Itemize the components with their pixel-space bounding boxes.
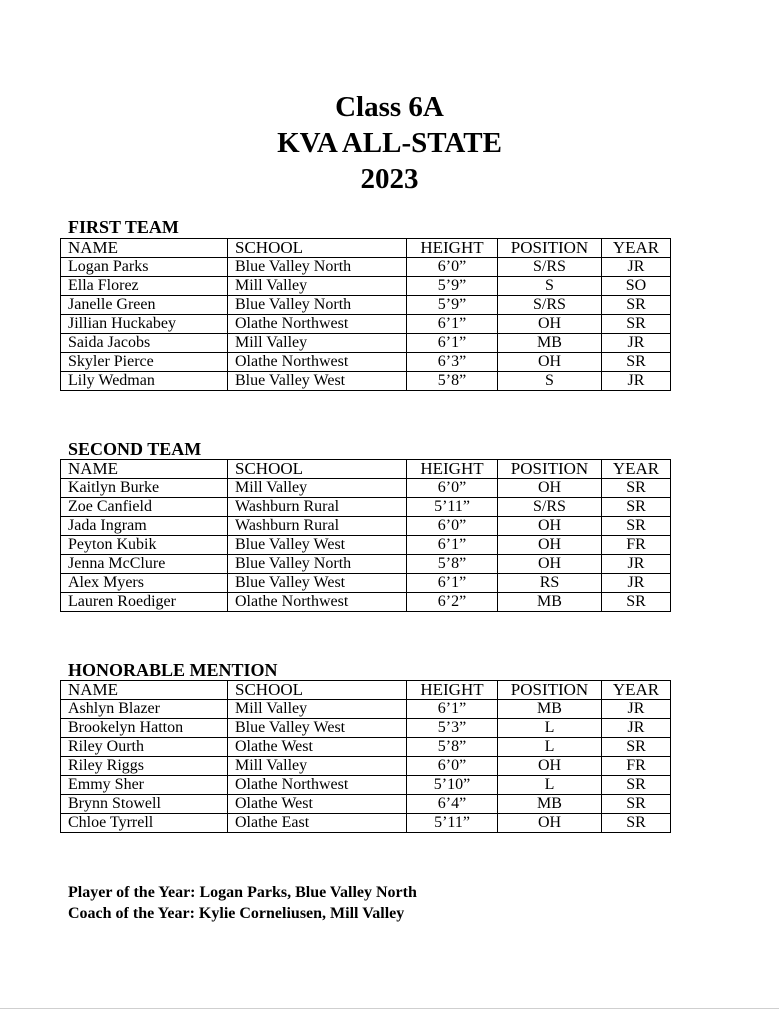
table-row (61, 700, 671, 719)
player-school: Washburn Rural (228, 517, 407, 536)
column-header-year: YEAR (602, 681, 671, 700)
player-name: Zoe Canfield (61, 498, 228, 517)
column-header-position: POSITION (498, 681, 602, 700)
player-height: 6’1” (407, 574, 498, 593)
player-height: 5’9” (407, 296, 498, 315)
player-position: OH (498, 536, 602, 555)
player-year: SR (602, 498, 671, 517)
table-row (61, 757, 671, 776)
column-header-height: HEIGHT (407, 460, 498, 479)
second-team-heading: SECOND TEAM (68, 439, 202, 459)
player-school: Blue Valley West (228, 536, 407, 555)
player-year: SR (602, 814, 671, 833)
player-position: L (498, 738, 602, 757)
player-school: Mill Valley (228, 479, 407, 498)
player-position: RS (498, 574, 602, 593)
player-school: Olathe Northwest (228, 353, 407, 372)
player-name: Saida Jacobs (61, 334, 228, 353)
table-row (61, 593, 671, 612)
player-name: Ella Florez (61, 277, 228, 296)
table-row (61, 795, 671, 814)
player-height: 6’0” (407, 258, 498, 277)
player-position: S/RS (498, 258, 602, 277)
player-position: OH (498, 315, 602, 334)
player-name: Brookelyn Hatton (61, 719, 228, 738)
player-position: OH (498, 555, 602, 574)
player-year: JR (602, 700, 671, 719)
player-height: 5’8” (407, 738, 498, 757)
table-row (61, 372, 671, 391)
column-header-name: NAME (61, 239, 228, 258)
player-name: Jada Ingram (61, 517, 228, 536)
page-bottom-divider (0, 1008, 779, 1009)
player-school: Olathe West (228, 738, 407, 757)
table-row (61, 334, 671, 353)
player-year: FR (602, 757, 671, 776)
player-height: 6’1” (407, 334, 498, 353)
column-header-name: NAME (61, 460, 228, 479)
player-position: OH (498, 353, 602, 372)
player-position: MB (498, 700, 602, 719)
player-year: SR (602, 776, 671, 795)
player-school: Washburn Rural (228, 498, 407, 517)
player-school: Mill Valley (228, 700, 407, 719)
player-height: 6’2” (407, 593, 498, 612)
player-of-the-year: Player of the Year: Logan Parks, Blue Valley North (68, 884, 417, 901)
table-header-row (61, 239, 671, 258)
column-header-year: YEAR (602, 460, 671, 479)
player-year: SR (602, 738, 671, 757)
player-position: OH (498, 517, 602, 536)
column-header-year: YEAR (602, 239, 671, 258)
player-height: 6’0” (407, 479, 498, 498)
column-header-height: HEIGHT (407, 681, 498, 700)
table-row (61, 738, 671, 757)
player-year: SR (602, 593, 671, 612)
column-header-school: SCHOOL (228, 681, 407, 700)
table-row (61, 498, 671, 517)
player-height: 6’3” (407, 353, 498, 372)
player-name: Lauren Roediger (61, 593, 228, 612)
player-school: Mill Valley (228, 277, 407, 296)
column-header-school: SCHOOL (228, 460, 407, 479)
table-header-row (61, 681, 671, 700)
player-year: FR (602, 536, 671, 555)
player-height: 6’0” (407, 757, 498, 776)
player-position: OH (498, 479, 602, 498)
player-school: Blue Valley North (228, 258, 407, 277)
table-row (61, 776, 671, 795)
player-height: 5’10” (407, 776, 498, 795)
player-name: Chloe Tyrrell (61, 814, 228, 833)
player-year: JR (602, 258, 671, 277)
coach-of-the-year: Coach of the Year: Kylie Corneliusen, Mill Valley (68, 905, 405, 922)
player-position: MB (498, 334, 602, 353)
player-year: JR (602, 719, 671, 738)
player-height: 5’9” (407, 277, 498, 296)
player-school: Blue Valley West (228, 372, 407, 391)
player-name: Alex Myers (61, 574, 228, 593)
table-row (61, 353, 671, 372)
player-position: MB (498, 593, 602, 612)
player-position: MB (498, 795, 602, 814)
table-row (61, 574, 671, 593)
player-school: Olathe Northwest (228, 593, 407, 612)
document-title-award: KVA ALL-STATE (277, 127, 502, 159)
player-height: 6’1” (407, 700, 498, 719)
table-row (61, 814, 671, 833)
player-year: SR (602, 315, 671, 334)
player-position: OH (498, 757, 602, 776)
player-position: S (498, 277, 602, 296)
table-row (61, 296, 671, 315)
document-title-class: Class 6A (335, 91, 444, 123)
player-year: SR (602, 795, 671, 814)
honorable-mention-heading: HONORABLE MENTION (68, 660, 278, 680)
table-row (61, 277, 671, 296)
player-height: 5’11” (407, 498, 498, 517)
table-row (61, 555, 671, 574)
table-row (61, 315, 671, 334)
player-name: Jillian Huckabey (61, 315, 228, 334)
player-name: Kaitlyn Burke (61, 479, 228, 498)
player-school: Blue Valley West (228, 719, 407, 738)
player-school: Mill Valley (228, 334, 407, 353)
column-header-position: POSITION (498, 239, 602, 258)
player-name: Riley Ourth (61, 738, 228, 757)
first-team-table (60, 238, 671, 391)
table-row (61, 517, 671, 536)
player-position: S/RS (498, 498, 602, 517)
player-school: Blue Valley North (228, 555, 407, 574)
player-year: JR (602, 334, 671, 353)
table-row (61, 258, 671, 277)
player-position: S (498, 372, 602, 391)
honorable-mention-table (60, 680, 671, 833)
player-school: Olathe East (228, 814, 407, 833)
player-year: SR (602, 517, 671, 536)
player-height: 5’11” (407, 814, 498, 833)
document-title-year: 2023 (360, 163, 419, 195)
column-header-school: SCHOOL (228, 239, 407, 258)
player-position: OH (498, 814, 602, 833)
awards-section (68, 882, 417, 924)
table-row (61, 536, 671, 555)
player-year: SO (602, 277, 671, 296)
table-header-row (61, 460, 671, 479)
player-school: Olathe West (228, 795, 407, 814)
player-school: Blue Valley West (228, 574, 407, 593)
player-position: L (498, 776, 602, 795)
player-height: 5’8” (407, 372, 498, 391)
column-header-height: HEIGHT (407, 239, 498, 258)
player-year: SR (602, 296, 671, 315)
player-year: SR (602, 353, 671, 372)
player-school: Olathe Northwest (228, 315, 407, 334)
player-position: L (498, 719, 602, 738)
player-year: JR (602, 555, 671, 574)
player-height: 6’0” (407, 517, 498, 536)
table-row (61, 479, 671, 498)
player-name: Riley Riggs (61, 757, 228, 776)
player-name: Janelle Green (61, 296, 228, 315)
player-name: Lily Wedman (61, 372, 228, 391)
second-team-table (60, 459, 671, 612)
player-height: 6’4” (407, 795, 498, 814)
player-name: Peyton Kubik (61, 536, 228, 555)
player-school: Mill Valley (228, 757, 407, 776)
player-year: JR (602, 372, 671, 391)
player-height: 5’8” (407, 555, 498, 574)
player-name: Brynn Stowell (61, 795, 228, 814)
player-school: Olathe Northwest (228, 776, 407, 795)
player-name: Jenna McClure (61, 555, 228, 574)
player-year: JR (602, 574, 671, 593)
column-header-name: NAME (61, 681, 228, 700)
player-name: Logan Parks (61, 258, 228, 277)
player-year: SR (602, 479, 671, 498)
player-name: Emmy Sher (61, 776, 228, 795)
player-height: 6’1” (407, 315, 498, 334)
player-height: 5’3” (407, 719, 498, 738)
player-position: S/RS (498, 296, 602, 315)
table-row (61, 719, 671, 738)
first-team-heading: FIRST TEAM (68, 217, 179, 237)
player-school: Blue Valley North (228, 296, 407, 315)
player-height: 6’1” (407, 536, 498, 555)
player-name: Skyler Pierce (61, 353, 228, 372)
player-name: Ashlyn Blazer (61, 700, 228, 719)
column-header-position: POSITION (498, 460, 602, 479)
